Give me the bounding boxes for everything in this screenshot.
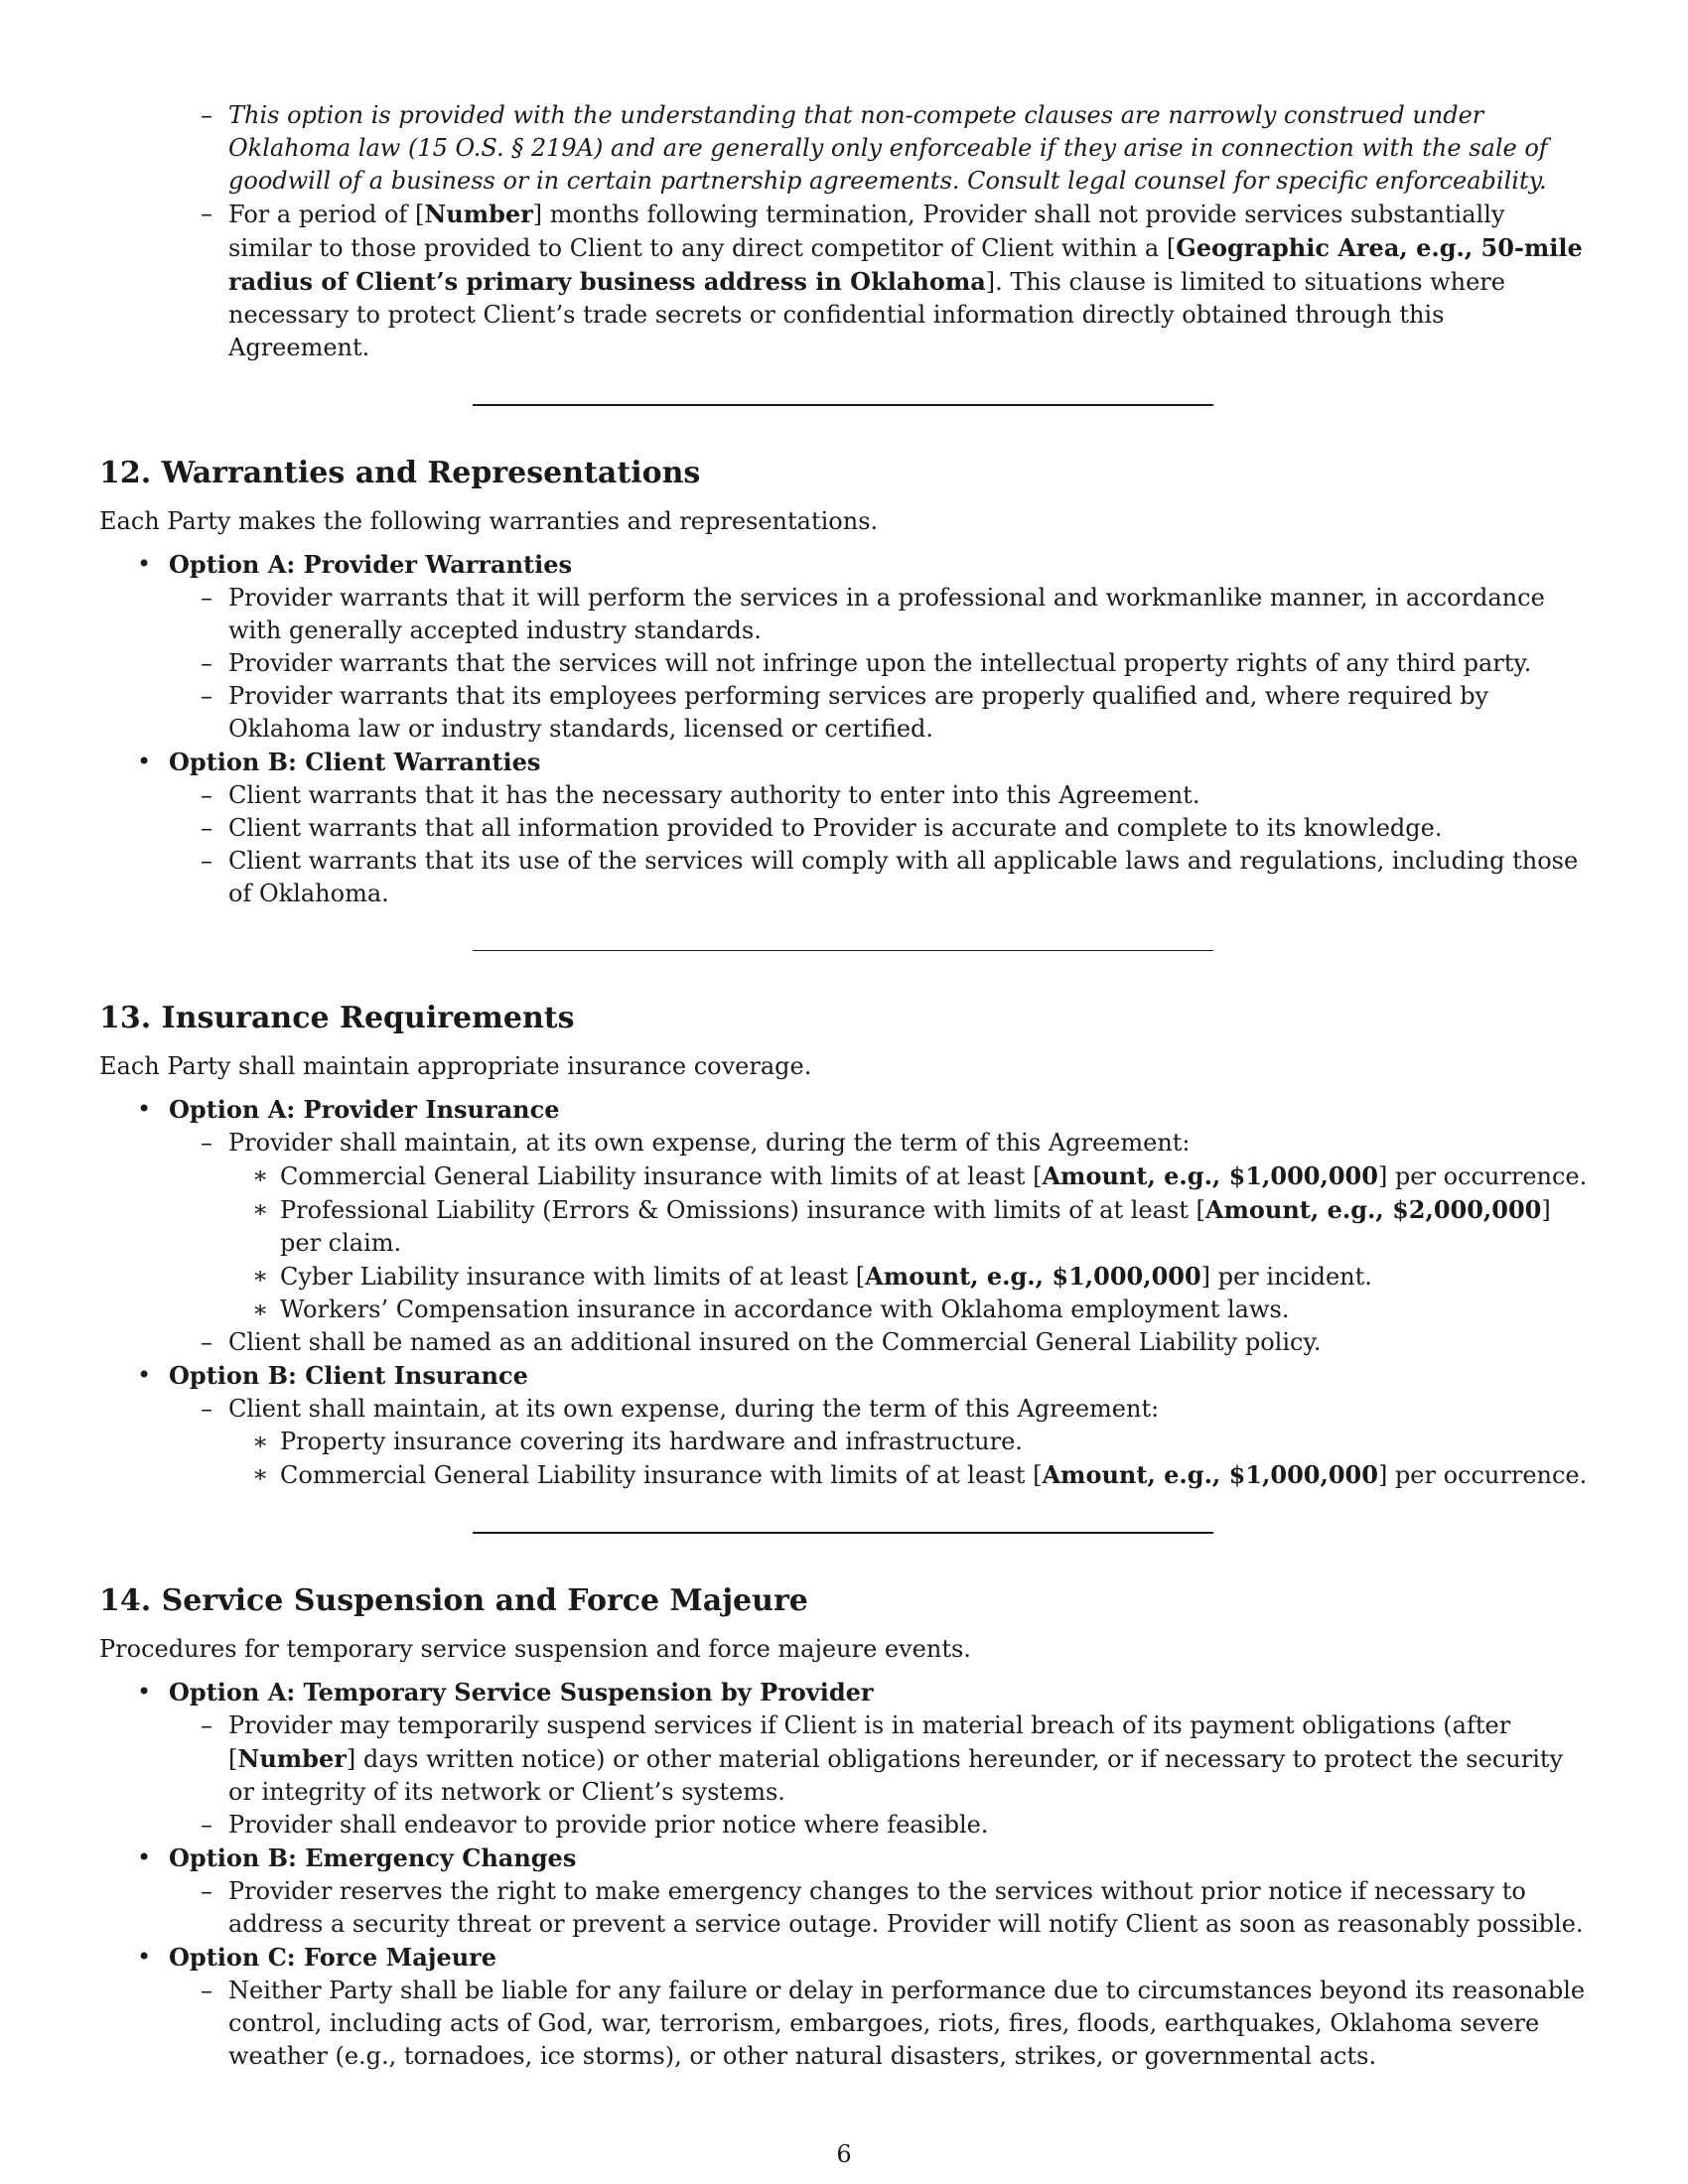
option-c-force-majeure	[99, 1941, 1591, 2073]
list-item: – Client warrants that all information provided to Provider is accurate and complete to its knowledge.	[169, 812, 1591, 845]
list-item: – Client warrants that it has the necessary authority to enter into this Agreement.	[169, 779, 1591, 812]
placeholder-number: Number	[424, 200, 533, 228]
list-item: – Client shall be named as an additional insured on the Commercial General Liability policy.	[169, 1326, 1591, 1359]
section-13-options	[99, 1093, 1591, 1492]
sub-list-item: ∗ Workers’ Compensation insurance in accordance with Oklahoma employment laws.	[228, 1294, 1591, 1326]
sub-list-item: ∗ Commercial General Liability insurance with limits of at least [Amount, e.g., $1,000,000] per occurrence.	[228, 1458, 1591, 1492]
placeholder-amount: Amount, e.g., $1,000,000	[1042, 1460, 1378, 1489]
list-item: – Client warrants that its use of the services will comply with all applicable laws and regulations, including those of Oklahoma.	[169, 845, 1591, 910]
page-number: 6	[836, 2140, 852, 2168]
section-13-intro: Each Party shall maintain appropriate insurance coverage.	[99, 1052, 812, 1080]
list-item: – Provider reserves the right to make emergency changes to the services without prior notice if necessary to address a security threat or prevent a service outage. Provider will notify Client as soon as reasonably possible.	[169, 1875, 1591, 1941]
placeholder-number: Number	[237, 1744, 347, 1773]
sub-list-item: ∗ Commercial General Liability insurance with limits of at least [Amount, e.g., $1,000,000] per occurrence.	[228, 1160, 1591, 1193]
list-item: – Provider may temporarily suspend services if Client is in material breach of its payment obligations (after [Number] days written notice) or other material obligations hereunder, or if necessary to protect the security or integrity of its network or Client’s systems.	[169, 1709, 1591, 1809]
section-12-options	[99, 548, 1591, 910]
section-12-heading: 12. Warranties and Representations	[99, 456, 701, 490]
non-compete-note: – This option is provided with the understanding that non-compete clauses are narrowly construed under Oklahoma law (15 O.S. § 219A) and are generally only enforceable if they arise in connection with the sale of goodwill of a business or in certain partnership agreements. Consult legal counsel for specific enforceability.	[99, 99, 1591, 198]
section-12-intro: Each Party makes the following warranties and representations.	[99, 507, 879, 535]
placeholder-geographic-area: Geographic Area, e.g., 50-mile radius of Client’s primary business address in Oklahoma	[228, 233, 1583, 296]
list-item: – Provider warrants that the services will not infringe upon the intellectual property rights of any third party.	[169, 647, 1591, 680]
list-item: – Client shall maintain, at its own expense, during the term of this Agreement: ∗ Property insurance covering its hardware and infrastructure. ∗ Commercial General Liability insurance with limits of at least [Amount, e.g., $1,000,000] per occurrence.	[169, 1393, 1591, 1492]
option-title: Option B: Emergency Changes	[169, 1843, 577, 1872]
list-item: – Provider warrants that it will perform the services in a professional and workmanlike manner, in accordance with generally accepted industry standards.	[169, 582, 1591, 647]
placeholder-amount: Amount, e.g., $1,000,000	[865, 1262, 1201, 1291]
section-14-intro: Procedures for temporary service suspension and force majeure events.	[99, 1635, 971, 1663]
list-item: – Provider warrants that its employees performing services are properly qualified and, where required by Oklahoma law or industry standards, licensed or certified.	[169, 680, 1591, 746]
option-title: Option A: Provider Warranties	[169, 550, 573, 579]
option-b-client-insurance	[99, 1359, 1591, 1492]
list-item: – Neither Party shall be liable for any failure or delay in performance due to circumstances beyond its reasonable control, including acts of God, war, terrorism, embargoes, riots, fires, floods, earthquakes, Oklahoma severe weather (e.g., tornadoes, ice storms), or other natural disasters, strikes, or governmental acts.	[169, 1975, 1591, 2073]
placeholder-amount: Amount, e.g., $2,000,000	[1204, 1195, 1542, 1224]
placeholder-amount: Amount, e.g., $1,000,000	[1042, 1161, 1378, 1190]
option-title: Option A: Provider Insurance	[169, 1095, 560, 1124]
section-14-heading: 14. Service Suspension and Force Majeure	[99, 1583, 808, 1618]
option-a-provider-warranties	[99, 548, 1591, 746]
option-b-client-warranties	[99, 746, 1591, 910]
list-item: – Provider shall maintain, at its own expense, during the term of this Agreement: ∗ Commercial General Liability insurance with limits of at least [Amount, e.g., $1,000,000] per occurrence. ∗ Professional Liability (Errors & Omissions) insurance with limits of at least [Amount, e.g., $2,000,000] per claim. ∗ Cyber Liability insurance with limits of at least [Amount, e.g., $1,000,000] per incident. ∗ Workers’ Compensation insurance in accordance with Oklahoma employment laws.	[169, 1127, 1591, 1326]
option-title: Option B: Client Insurance	[169, 1361, 528, 1390]
section-13-heading: 13. Insurance Requirements	[99, 1001, 575, 1035]
option-b-emergency-changes	[99, 1842, 1591, 1941]
option-a-provider-insurance	[99, 1093, 1591, 1359]
page-content	[99, 99, 1591, 2073]
list-item: – Provider shall endeavor to provide prior notice where feasible.	[169, 1809, 1591, 1842]
option-title: Option B: Client Warranties	[169, 748, 541, 776]
non-compete-clause: – For a period of [Number] months following termination, Provider shall not provide services substantially similar to those provided to Client to any direct competitor of Client within a [Geographic Area, e.g., 50-mile radius of Client’s primary business address in Oklahoma]. This clause is limited to situations where necessary to protect Client’s trade secrets or confidential information directly obtained through this Agreement.	[99, 198, 1591, 364]
option-a-service-suspension	[99, 1676, 1591, 1842]
sub-list-item: ∗ Cyber Liability insurance with limits of at least [Amount, e.g., $1,000,000] per incident.	[228, 1260, 1591, 1294]
option-title: Option A: Temporary Service Suspension by Provider	[169, 1678, 874, 1706]
sub-list-item: ∗ Professional Liability (Errors & Omissions) insurance with limits of at least [Amount, e.g., $2,000,000] per claim.	[228, 1193, 1591, 1260]
continuation-list	[99, 99, 1591, 364]
option-title: Option C: Force Majeure	[169, 1943, 497, 1972]
section-14-options	[99, 1676, 1591, 2073]
sub-list-item: ∗ Property insurance covering its hardware and infrastructure.	[228, 1426, 1591, 1458]
